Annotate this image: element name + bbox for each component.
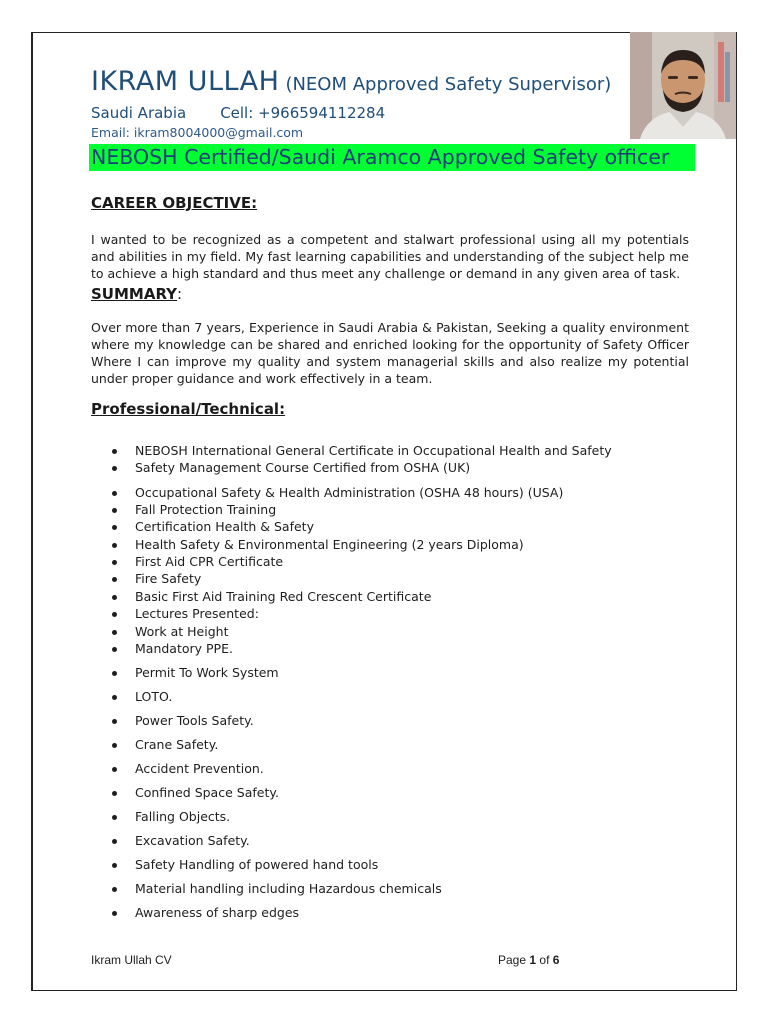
footer-page-number [498,953,559,967]
bullet-icon [112,695,117,700]
bullet-icon [112,839,117,844]
bullet-icon [112,815,117,820]
header-name-line [91,66,611,97]
bullet-icon [112,525,117,530]
bullet-icon [112,612,117,617]
bullet-icon [112,508,117,513]
candidate-title: (NEOM Approved Safety Supervisor) [285,74,612,95]
email-address: Email: ikram8004000@gmail.com [91,125,304,140]
bullet-icon [112,491,117,496]
bullet-icon [112,671,117,676]
bullet-icon [112,577,117,582]
bullet-icon [112,743,117,748]
bullet-icon [112,911,117,916]
page-bottom-border [31,990,737,991]
page-label: Page [498,953,527,967]
country: Saudi Arabia [91,104,187,122]
certification-headline: NEBOSH Certified/Saudi Aramco Approved Safety officer [91,145,670,169]
page-of: of [539,953,550,967]
summary-colon: : [177,285,183,303]
career-objective-text: I wanted to be recognized as a competent and stalwart professional using all my potentials and abilities in my field. My fast learning capabilities and understanding of the subject help me to achieve a high standard and thus meet any challenge or demand in any given area of task. [91,232,689,281]
professional-heading: Professional/Technical: [91,400,286,418]
contact-line [91,104,385,122]
bullet-icon [112,560,117,565]
bullet-icon [112,791,117,796]
bullet-icon [112,647,117,652]
bullet-icon [112,767,117,772]
page-current: 1 [529,953,537,967]
candidate-name: IKRAM ULLAH [91,66,280,97]
page-total: 6 [552,953,560,967]
cell-number: Cell: +966594112284 [220,104,386,122]
bullet-icon [112,466,117,471]
bullet-icon [112,863,117,868]
bullet-icon [112,719,117,724]
profile-photo-image [630,32,736,139]
summary-heading-line [91,285,182,303]
summary-heading: SUMMARY [91,285,178,303]
profile-photo [630,32,736,139]
bullet-icon [112,630,117,635]
bullet-icon [112,887,117,892]
bullet-icon [112,449,117,454]
bullet-icon [112,543,117,548]
summary-text: Over more than 7 years, Experience in Saudi Arabia & Pakistan, Seeking a quality environment where my knowledge can be shared and enriched looking for the opportunity of Safety Officer Where I can improve my quality and system managerial skills and also realize my potential under proper guidance and work effectively in a team. [91,320,689,386]
footer-document-name: Ikram Ullah CV [91,953,172,967]
career-objective-heading: CAREER OBJECTIVE: [91,194,258,212]
bullet-icon [112,595,117,600]
